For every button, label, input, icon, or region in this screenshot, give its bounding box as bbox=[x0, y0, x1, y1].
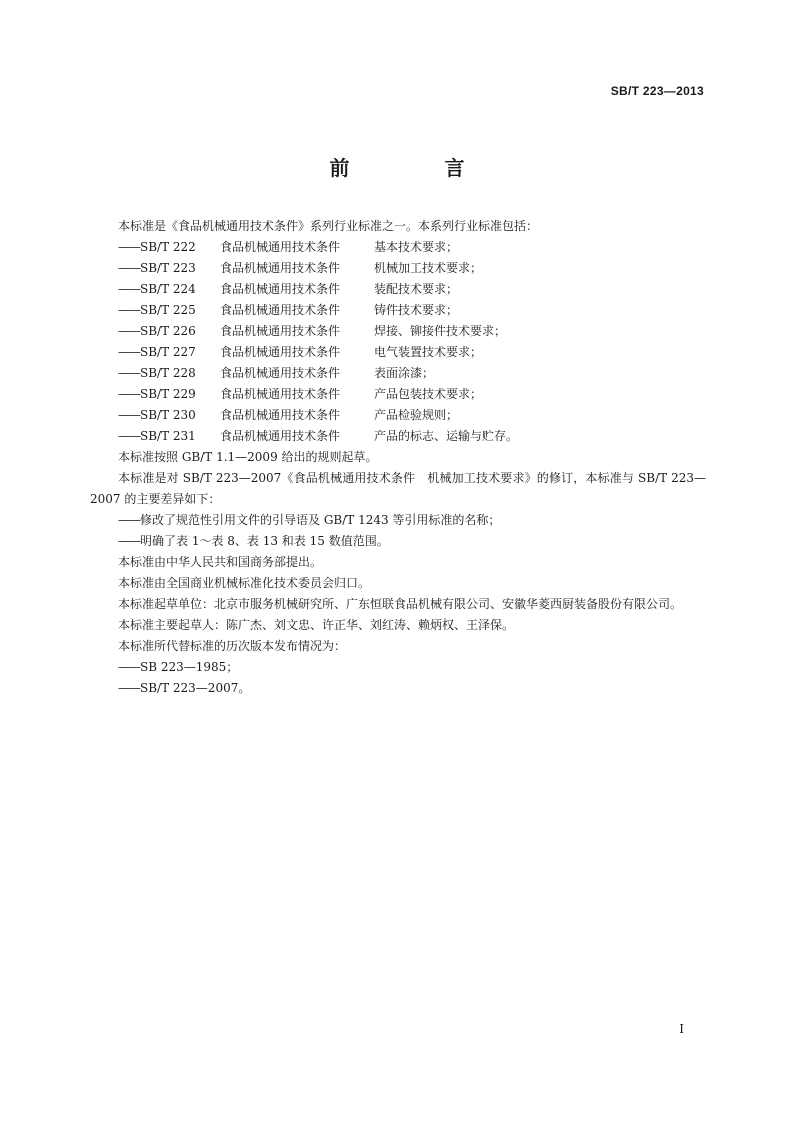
history-intro-paragraph: 本标准所代替标准的历次版本发布情况为： bbox=[118, 639, 347, 653]
page-title: 前 言 bbox=[329, 156, 509, 180]
list-item: ——SB/T 229 食品机械通用技术条件 产品包装技术要求； bbox=[118, 387, 483, 401]
list-item: ——SB/T 228 食品机械通用技术条件 表面涂漆； bbox=[118, 366, 435, 380]
list-item: ——SB/T 230 食品机械通用技术条件 产品检验规则； bbox=[118, 408, 459, 422]
list-item: ——修改了规范性引用文件的引导语及 GB/T 1243 等引用标准的名称； bbox=[118, 513, 501, 527]
managed-by-paragraph: 本标准由全国商业机械标准化技术委员会归口。 bbox=[118, 576, 371, 590]
drafting-rule-paragraph: 本标准按照 GB/T 1.1—2009 给出的规则起草。 bbox=[118, 450, 378, 464]
list-item: ——明确了表 1～表 8、表 13 和表 15 数值范围。 bbox=[118, 534, 389, 548]
history-list bbox=[90, 657, 706, 699]
document-code: SB/T 223—2013 bbox=[610, 84, 704, 98]
changes-list bbox=[90, 510, 706, 552]
page-number: I bbox=[679, 1022, 684, 1036]
list-item: ——SB/T 226 食品机械通用技术条件 焊接、铆接件技术要求； bbox=[118, 324, 507, 338]
proposed-by-paragraph: 本标准由中华人民共和国商务部提出。 bbox=[118, 555, 323, 569]
drafters-paragraph: 本标准主要起草人：陈广杰、刘文忠、许正华、刘红涛、赖炳权、王泽保。 bbox=[118, 618, 515, 632]
series-standard-list bbox=[90, 237, 706, 447]
list-item: ——SB/T 231 食品机械通用技术条件 产品的标志、运输与贮存。 bbox=[118, 429, 519, 443]
drafting-units-paragraph: 本标准起草单位：北京市服务机械研究所、广东恒联食品机械有限公司、安徽华菱西厨装备股份有限公司。 bbox=[118, 597, 683, 611]
revision-paragraph: 本标准是对 SB/T 223—2007《食品机械通用技术条件 机械加工技术要求》的修订，本标准与 SB/T 223—2007 的主要差异如下： bbox=[90, 471, 706, 506]
list-item: ——SB/T 222 食品机械通用技术条件 基本技术要求； bbox=[118, 240, 459, 254]
list-item: ——SB/T 227 食品机械通用技术条件 电气装置技术要求； bbox=[118, 345, 483, 359]
foreword-body bbox=[90, 216, 706, 699]
intro-paragraph: 本标准是《食品机械通用技术条件》系列行业标准之一。本系列行业标准包括： bbox=[118, 219, 539, 233]
list-item: ——SB 223—1985； bbox=[118, 660, 239, 674]
list-item: ——SB/T 223—2007。 bbox=[118, 681, 251, 695]
list-item: ——SB/T 224 食品机械通用技术条件 装配技术要求； bbox=[118, 282, 459, 296]
list-item: ——SB/T 223 食品机械通用技术条件 机械加工技术要求； bbox=[118, 261, 483, 275]
list-item: ——SB/T 225 食品机械通用技术条件 铸件技术要求； bbox=[118, 303, 459, 317]
